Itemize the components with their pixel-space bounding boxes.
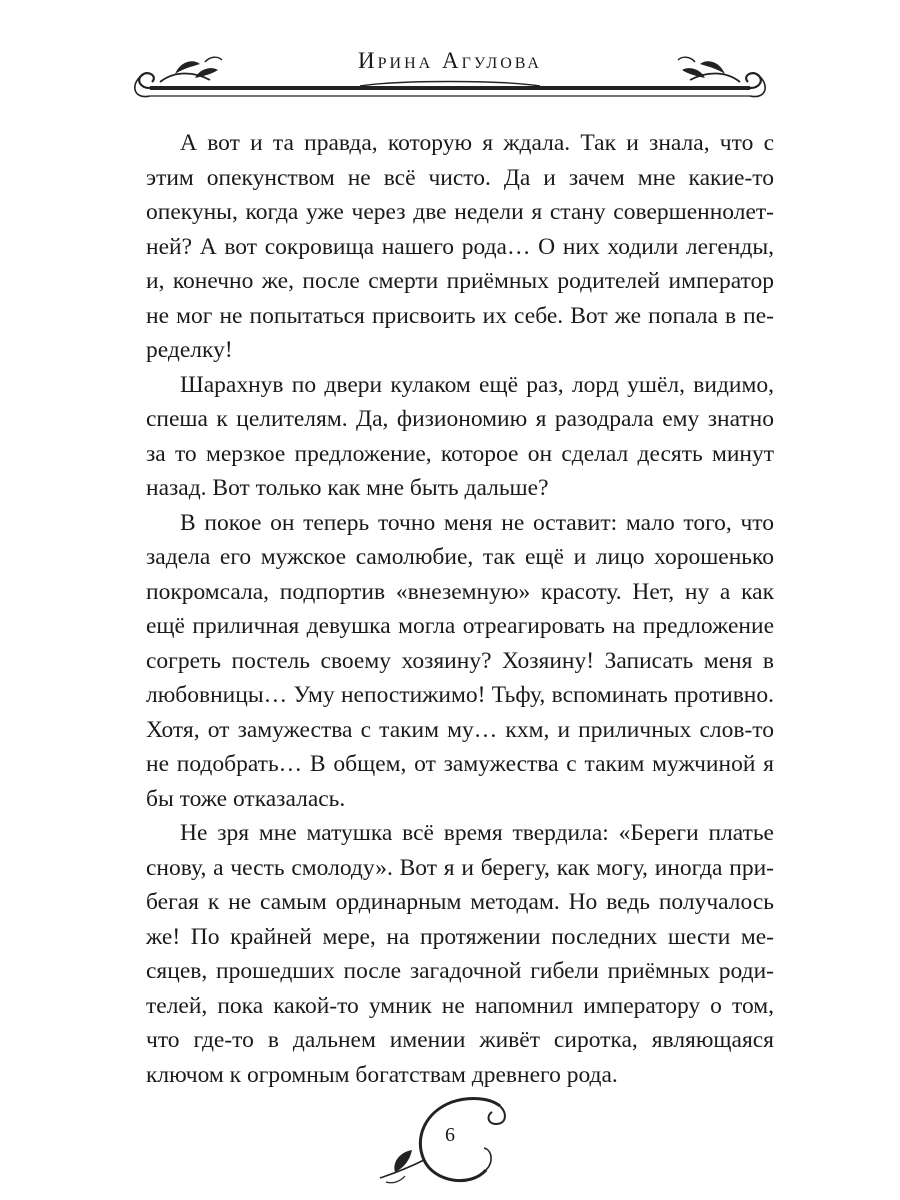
paragraph: А вот и та правда, которую я ждала. Так и знала, что с этим опекунством не всё чисто. Да и зачем мне какие-то опекуны, когда уже через две недели я стану совершеннолетней? А вот сокровища нашего рода… О них ходили легенды, и, конечно же, после смерти приёмных родителей император не мог не попытаться присвоить их себе. Вот же попала в переделку! (146, 130, 774, 363)
paragraph: В покое он теперь точно меня не оставит: мало того, что задела его мужское самолюбие, так ещё и лицо хорошенько покромсала, подпортив «внеземную» красоту. Нет, ну а как ещё приличная девушка могла отреагировать на предложение согреть постель своему хозяину? Хозяину! Записать меня в любовницы… Уму непостижимо! Тьфу, вспоминать противно. Хотя, от замужества с таким му… кхм, и приличных слов-то не подобрать… В общем, от замужества с таким мужчиной я бы тоже отказалась. (146, 509, 774, 812)
paragraph: Не зря мне матушка всё время твердила: «Береги платье снову, а честь смолоду». Вот я и берегу, как могу, иногда прибегая к не самым ординарным методам. Но ведь получалось же! По крайней мере, на протяжении последних шести месяцев, прошедших после загадочной гибели приёмных родителей, пока какой-то умник не напомнил императору о том, что где-то в дальнем имении живёт сиротка, являющаяся ключом к огромным богатствам древнего рода. (146, 820, 774, 1088)
body-text (146, 126, 774, 1092)
author-name: Ирина Агулова (358, 48, 542, 73)
paragraph: Шарахнув по двери кулаком ещё раз, лорд ушёл, видимо, спеша к целителям. Да, физиономию я разодрала ему знатно за то мерзкое предложение, которое он сделал десять минут назад. Вот только как мне быть дальше? (146, 371, 774, 501)
page-header (0, 0, 900, 110)
page-number: 6 (445, 1124, 455, 1146)
